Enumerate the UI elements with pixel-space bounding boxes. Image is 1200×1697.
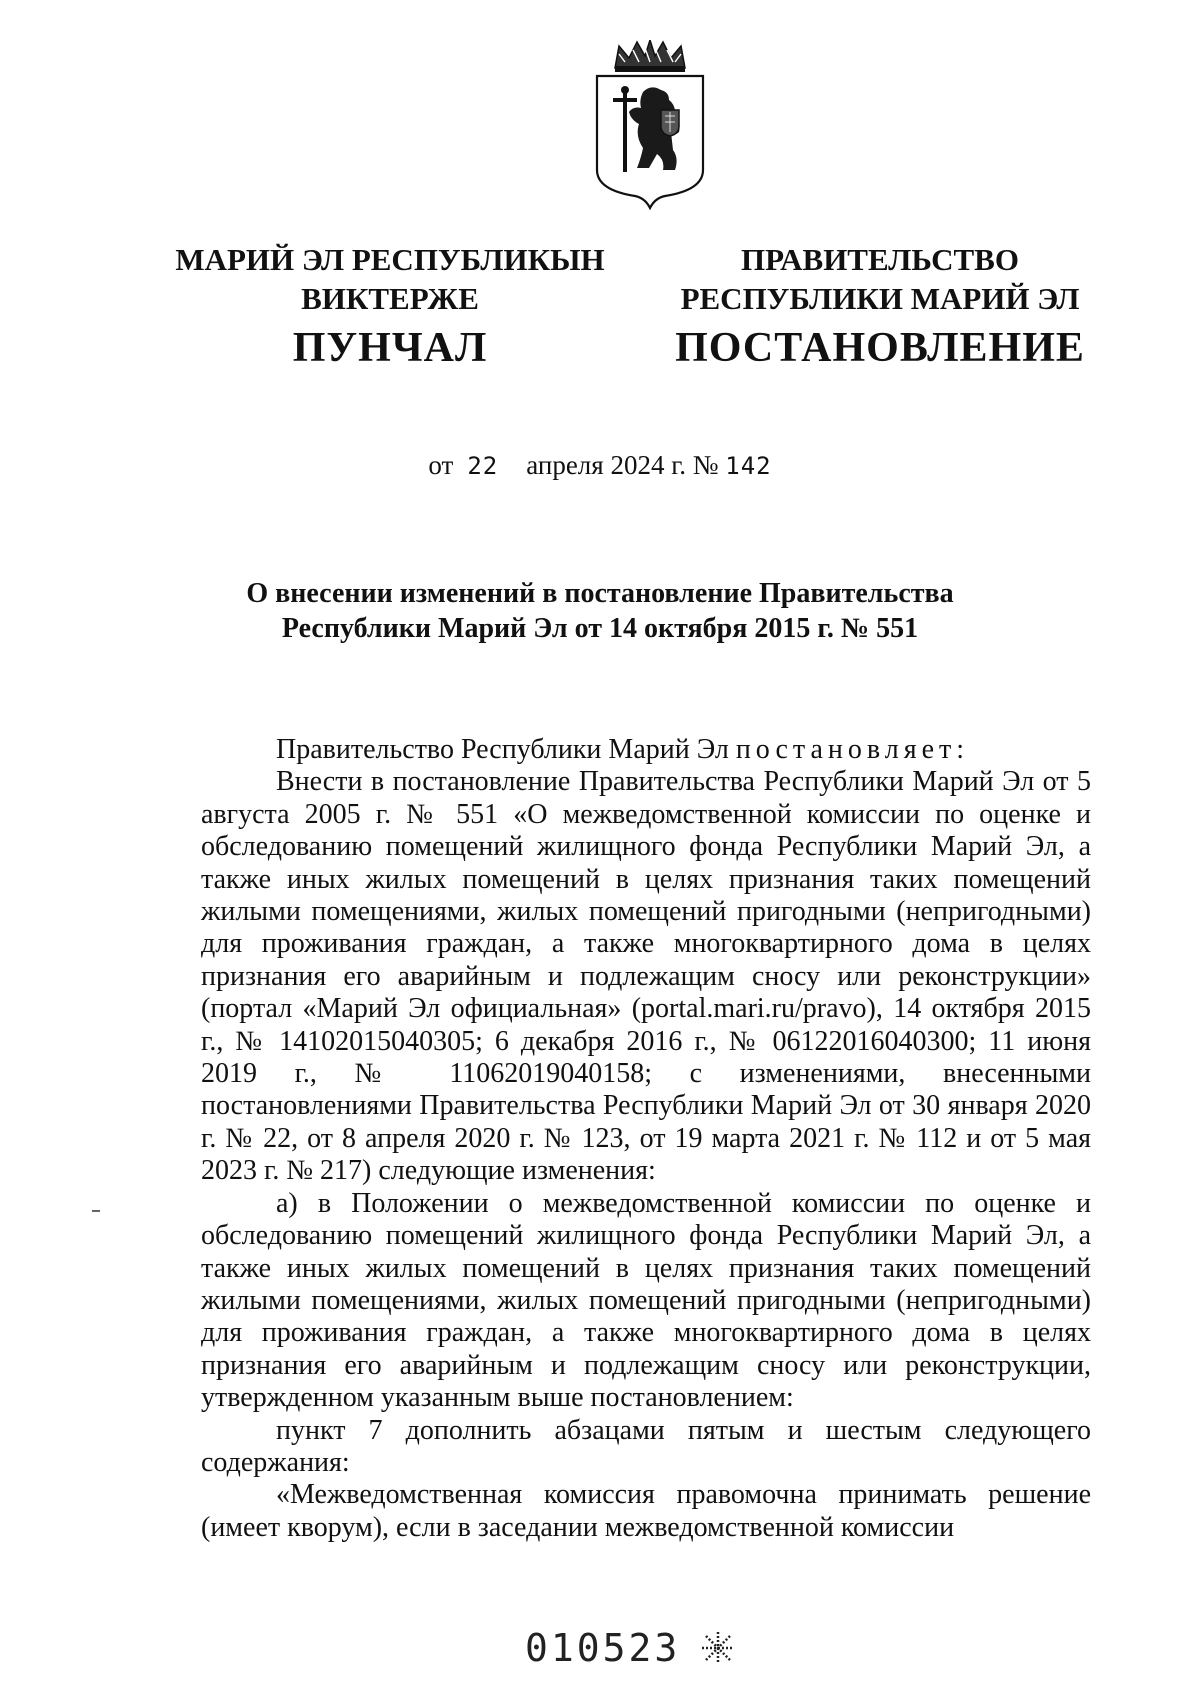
header-right-line1: ПРАВИТЕЛЬСТВО [741,242,1019,277]
document-number: 142 [725,452,772,480]
body-intro [201,734,1091,766]
document-title [200,576,1000,646]
document-date-line [0,450,1200,481]
header-right-doc-type: ПОСТАНОВЛЕНИЕ [675,325,1085,371]
body-intro-spaced: постановляет: [735,734,970,765]
header-left-doc-type: ПУНЧАЛ [292,325,488,371]
body-paragraph-2: а) в Положении о межведомственной комиссии по оценке и обследованию помещений жилищного фонда Республики Марий Эл, а также иных жилых помещений в целях признания таких помещений жилыми помещениями, жилых помещений пригодными (непригодными) для проживания граждан, а также многоквартирного дома в целях признания его аварийным и подлежащим сносу или реконструкции, утвержденном указанным выше постановлением: [201,1187,1091,1414]
form-serial-number: 010523 [525,1626,681,1670]
header-left-block [140,240,640,378]
coat-of-arms-emblem [585,40,715,210]
body-intro-start: Правительство Республики Марий Эл [276,734,736,765]
document-title-line1: О внесении изменений в постановление Правительства [246,578,954,609]
date-day: 22 [467,452,499,480]
document-title-line2: Республики Марий Эл от 14 октября 2015 г. № 551 [281,613,919,644]
body-paragraph-4: «Межведомственная комиссия правомочна принимать решение (имеет кворум), если в заседании межведомственной комиссии [201,1479,1091,1543]
header-left-line1: МАРИЙ ЭЛ РЕСПУБЛИКЫН [175,242,605,277]
asterisk-mark-icon [700,1630,736,1666]
header-right-block [640,240,1120,378]
body-paragraph-1: Внести в постановление Правительства Республики Марий Эл от 5 августа 2005 г. № 551 «О межведомственной комиссии по оценке и обследованию помещений жилищного фонда Республики Марий Эл, а также иных жилых помещений в целях признания таких помещений жилыми помещениями, жилых помещений пригодными (непригодными) для проживания граждан, а также многоквартирного дома в целях признания его аварийным и подлежащим сносу или реконструкции» (портал «Марий Эл официальная» (portal.mari.ru/pravo), 14 октября 2015 г., № 14102015040305; 6 декабря 2016 г., № 06122016040300; 11 июня 2019 г., № 11062019040158; с изменениями, внесенными постановлениями Правительства Республики Марий Эл от 30 января 2020 г. № 22, от 8 апреля 2020 г. № 123, от 19 марта 2021 г. № 112 и от 5 мая 2023 г. № 217) следующие изменения: [201,766,1091,1187]
document-body [201,734,1091,1544]
body-paragraph-3: пункт 7 дополнить абзацами пятым и шестым следующего содержания: [201,1414,1091,1478]
header-right-line2: РЕСПУБЛИКИ МАРИЙ ЭЛ [680,281,1080,316]
header-left-line2: ВИКТЕРЖЕ [301,281,479,316]
margin-mark [92,1210,100,1212]
date-month-year: апреля 2024 г. № [526,450,719,480]
date-prefix: от [428,450,454,480]
